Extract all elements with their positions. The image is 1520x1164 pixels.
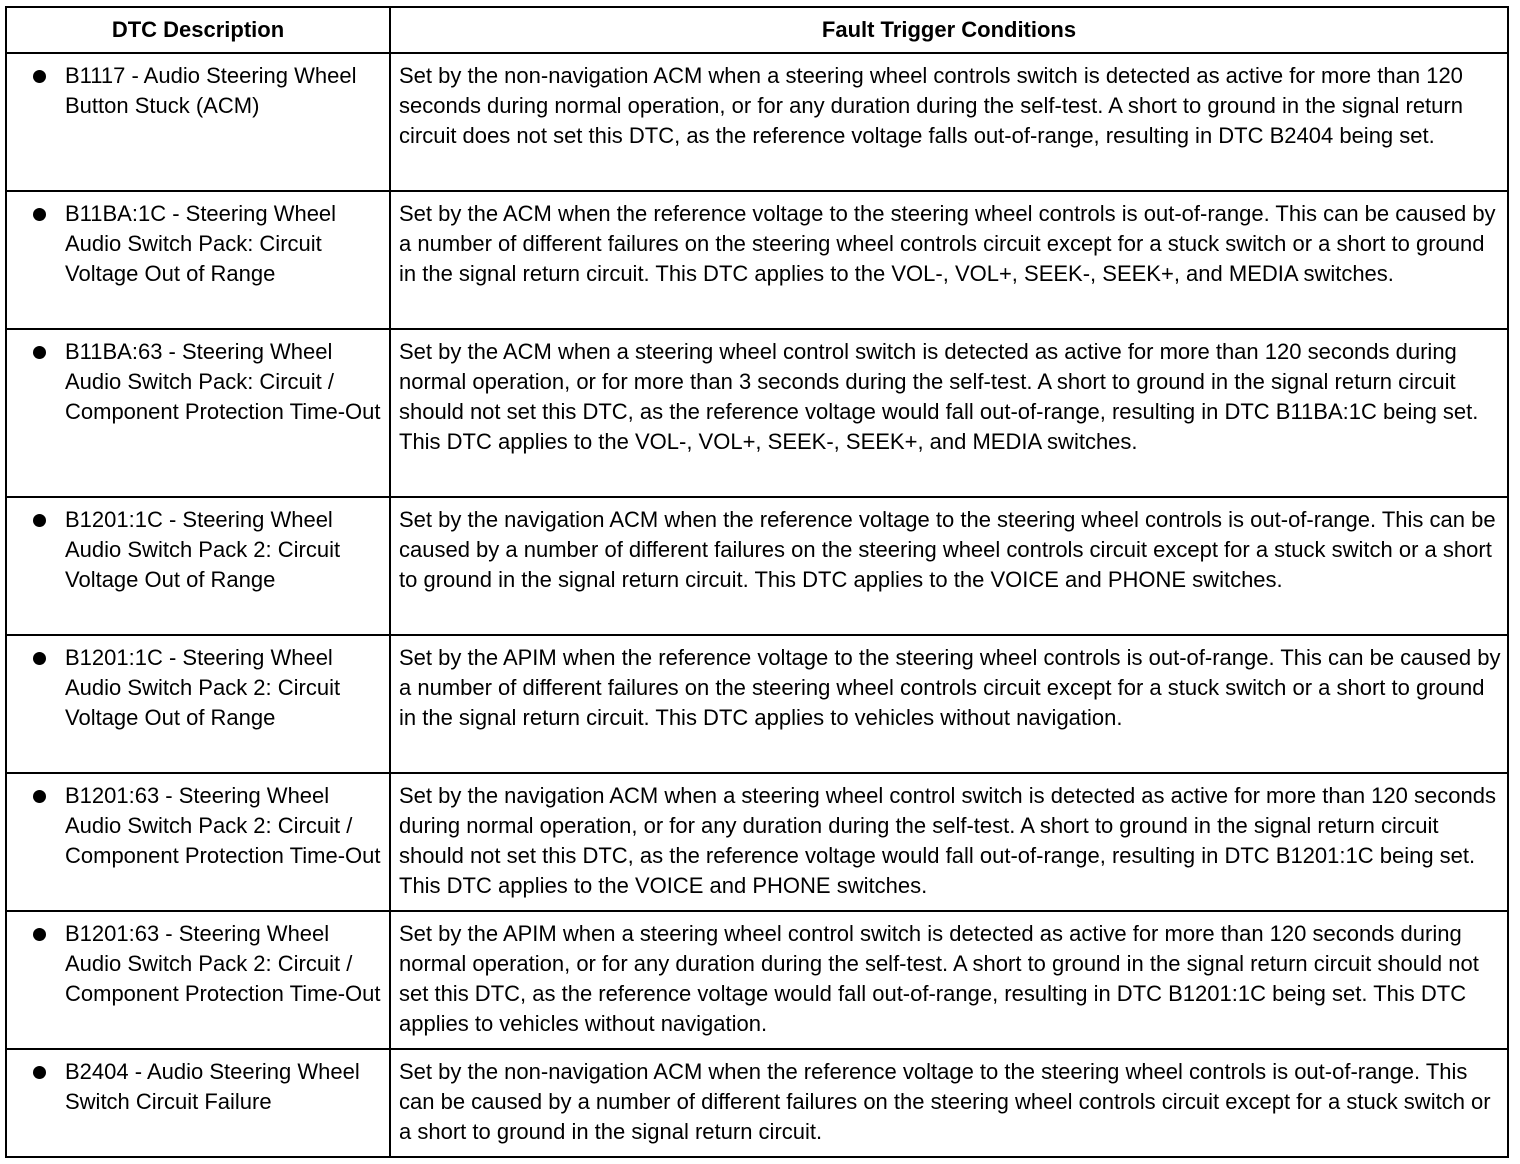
dtc-description-text: B11BA:63 - Steering Wheel Audio Switch Pack: Circuit / Component Protection Time-Out [65,339,381,424]
dtc-description-cell [6,191,390,329]
bullet-icon [33,70,46,83]
fault-conditions-cell: Set by the APIM when the reference voltage to the steering wheel controls is out-of-range. This can be caused by a number of different failures on the steering wheel controls circuit except for a stuck switch or a short to ground in the signal return circuit. This DTC applies to vehicles without navigation. [390,635,1508,773]
bullet-icon [33,790,46,803]
table-row [6,911,1508,1049]
fault-conditions-cell: Set by the non-navigation ACM when the reference voltage to the steering wheel controls is out-of-range. This can be caused by a number of different failures on the steering wheel controls circuit except for a stuck switch or a short to ground in the signal return circuit. [390,1049,1508,1157]
dtc-description-cell [6,497,390,635]
dtc-description-cell [6,773,390,911]
dtc-description-text: B11BA:1C - Steering Wheel Audio Switch Pack: Circuit Voltage Out of Range [65,201,337,286]
dtc-description-cell [6,635,390,773]
header-fault-trigger-conditions: Fault Trigger Conditions [390,7,1508,53]
dtc-description-cell [6,911,390,1049]
table-row [6,191,1508,329]
bullet-icon [33,652,46,665]
dtc-description-text: B1201:1C - Steering Wheel Audio Switch Pack 2: Circuit Voltage Out of Range [65,645,341,730]
fault-conditions-cell: Set by the ACM when a steering wheel control switch is detected as active for more than 120 seconds during normal operation, or for more than 3 seconds during the self-test. A short to ground in the signal return circuit should not set this DTC, as the reference voltage would fall out-of-range, resulting in DTC B11BA:1C being set. This DTC applies to the VOL-, VOL+, SEEK-, SEEK+, and MEDIA switches. [390,329,1508,497]
table-row [6,1049,1508,1157]
header-dtc-description: DTC Description [6,7,390,53]
table-row [6,773,1508,911]
table-row [6,53,1508,191]
dtc-description-text: B1117 - Audio Steering Wheel Button Stuck (ACM) [65,63,357,118]
fault-conditions-cell: Set by the APIM when a steering wheel control switch is detected as active for more than 120 seconds during normal operation, or for any duration during the self-test. A short to ground in the signal return circuit should not set this DTC, as the reference voltage would fall out-of-range, resulting in DTC B1201:1C being set. This DTC applies to vehicles without navigation. [390,911,1508,1049]
bullet-icon [33,928,46,941]
fault-conditions-cell: Set by the non-navigation ACM when a steering wheel controls switch is detected as active for more than 120 seconds during normal operation, or for any duration during the self-test. A short to ground in the signal return circuit does not set this DTC, as the reference voltage falls out-of-range, resulting in DTC B2404 being set. [390,53,1508,191]
table-row [6,497,1508,635]
dtc-description-cell [6,1049,390,1157]
dtc-table [5,6,1509,1158]
dtc-description-cell [6,329,390,497]
dtc-description-text: B2404 - Audio Steering Wheel Switch Circuit Failure [65,1059,360,1114]
table-row [6,329,1508,497]
table-header-row [6,7,1508,53]
fault-conditions-cell: Set by the navigation ACM when the reference voltage to the steering wheel controls is out-of-range. This can be caused by a number of different failures on the steering wheel controls circuit except for a stuck switch or a short to ground in the signal return circuit. This DTC applies to the VOICE and PHONE switches. [390,497,1508,635]
dtc-description-text: B1201:63 - Steering Wheel Audio Switch Pack 2: Circuit / Component Protection Time-Out [65,783,381,868]
table-row [6,635,1508,773]
dtc-description-text: B1201:63 - Steering Wheel Audio Switch Pack 2: Circuit / Component Protection Time-Out [65,921,381,1006]
bullet-icon [33,1066,46,1079]
dtc-description-cell [6,53,390,191]
bullet-icon [33,514,46,527]
fault-conditions-cell: Set by the navigation ACM when a steering wheel control switch is detected as active for more than 120 seconds during normal operation, or for any duration during the self-test. A short to ground in the signal return circuit should not set this DTC, as the reference voltage would fall out-of-range, resulting in DTC B1201:1C being set. This DTC applies to the VOICE and PHONE switches. [390,773,1508,911]
bullet-icon [33,208,46,221]
bullet-icon [33,346,46,359]
dtc-description-text: B1201:1C - Steering Wheel Audio Switch Pack 2: Circuit Voltage Out of Range [65,507,341,592]
fault-conditions-cell: Set by the ACM when the reference voltage to the steering wheel controls is out-of-range. This can be caused by a number of different failures on the steering wheel controls circuit except for a stuck switch or a short to ground in the signal return circuit. This DTC applies to the VOL-, VOL+, SEEK-, SEEK+, and MEDIA switches. [390,191,1508,329]
